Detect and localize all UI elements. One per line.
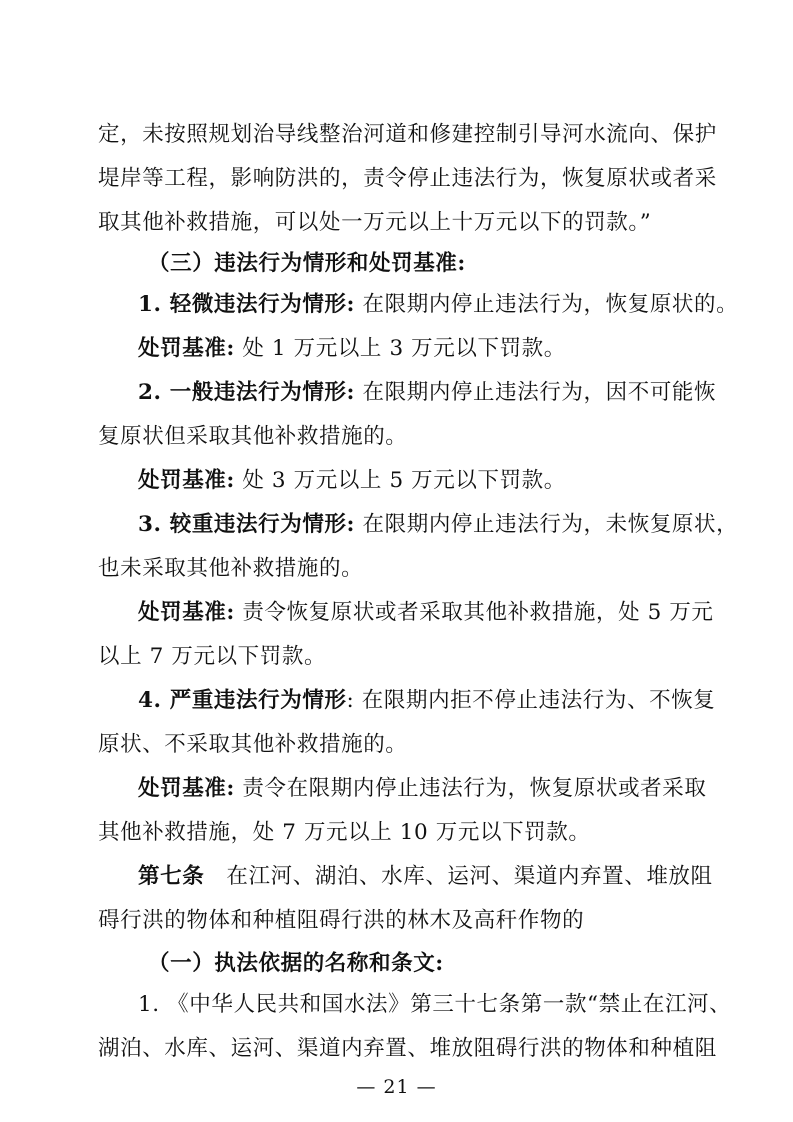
case-text: 在限期内停止违法行为，未恢复原状， xyxy=(355,512,739,537)
paragraph-line xyxy=(138,283,739,327)
article-label: 第七条 xyxy=(138,864,205,889)
penalty-label: 处罚基准: xyxy=(138,336,235,361)
paragraph-line xyxy=(138,679,716,723)
paragraph-line: 其他补救措施，处 7 万元以上 10 万元以下罚款。 xyxy=(98,820,591,845)
paragraph-line xyxy=(138,503,739,547)
paragraph-line: 1. 《中华人民共和国水法》第三十七条第一款“禁止在江河、 xyxy=(138,992,732,1017)
penalty-text: 责令恢复原状或者采取其他补救措施，处 5 万元 xyxy=(234,600,714,625)
case-label: 3. 较重违法行为情形: xyxy=(138,512,356,537)
case-text: : 在限期内拒不停止违法行为、不恢复 xyxy=(346,688,716,713)
paragraph-line xyxy=(138,591,714,635)
paragraph-line: 湖泊、水库、运河、渠道内弃置、堆放阻碍行洪的物体和种植阻 xyxy=(98,1036,717,1061)
section-heading: （一）执法依据的名称和条文: xyxy=(148,951,444,976)
paragraph-line xyxy=(138,855,713,899)
paragraph-line: 也未采取其他补救措施的。 xyxy=(98,556,364,581)
paragraph-line xyxy=(138,459,698,503)
penalty-label: 处罚基准: xyxy=(138,468,235,493)
page-number: — 21 — xyxy=(356,1076,437,1098)
case-label: 2. 一般违法行为情形: xyxy=(138,380,356,405)
paragraph-line: 堤岸等工程，影响防洪的，责令停止违法行为，恢复原状或者采 xyxy=(98,166,717,191)
penalty-text: 责令在限期内停止违法行为，恢复原状或者采取 xyxy=(234,776,707,801)
paragraph-line: 碍行洪的物体和种植阻碍行洪的林木及高秆作物的 xyxy=(98,908,585,933)
case-label: 1. 轻微违法行为情形: xyxy=(138,292,356,317)
case-label: 4. 严重违法行为情形 xyxy=(138,688,347,713)
case-text: 在限期内停止违法行为，因不可能恢 xyxy=(355,380,717,405)
penalty-text: 处 3 万元以上 5 万元以下罚款。 xyxy=(234,468,566,493)
penalty-label: 处罚基准: xyxy=(138,776,235,801)
article-text: 在江河、湖泊、水库、运河、渠道内弃置、堆放阻 xyxy=(204,864,713,889)
paragraph-line xyxy=(138,327,698,371)
section-heading: （三）违法行为情形和处罚基准: xyxy=(148,251,466,276)
penalty-label: 处罚基准: xyxy=(138,600,235,625)
case-text: 在限期内停止违法行为，恢复原状的。 xyxy=(355,292,739,317)
paragraph-line xyxy=(138,371,717,415)
paragraph-line xyxy=(138,767,707,811)
paragraph-line: 原状、不采取其他补救措施的。 xyxy=(98,732,408,757)
paragraph-line: 定，未按照规划治导线整治河道和修建控制引导河水流向、保护 xyxy=(98,122,717,147)
paragraph-line: 取其他补救措施，可以处一万元以上十万元以下的罚款。” xyxy=(98,210,652,235)
paragraph-line: 以上 7 万元以下罚款。 xyxy=(98,644,327,669)
paragraph-line: 复原状但采取其他补救措施的。 xyxy=(98,424,408,449)
penalty-text: 处 1 万元以上 3 万元以下罚款。 xyxy=(234,336,566,361)
